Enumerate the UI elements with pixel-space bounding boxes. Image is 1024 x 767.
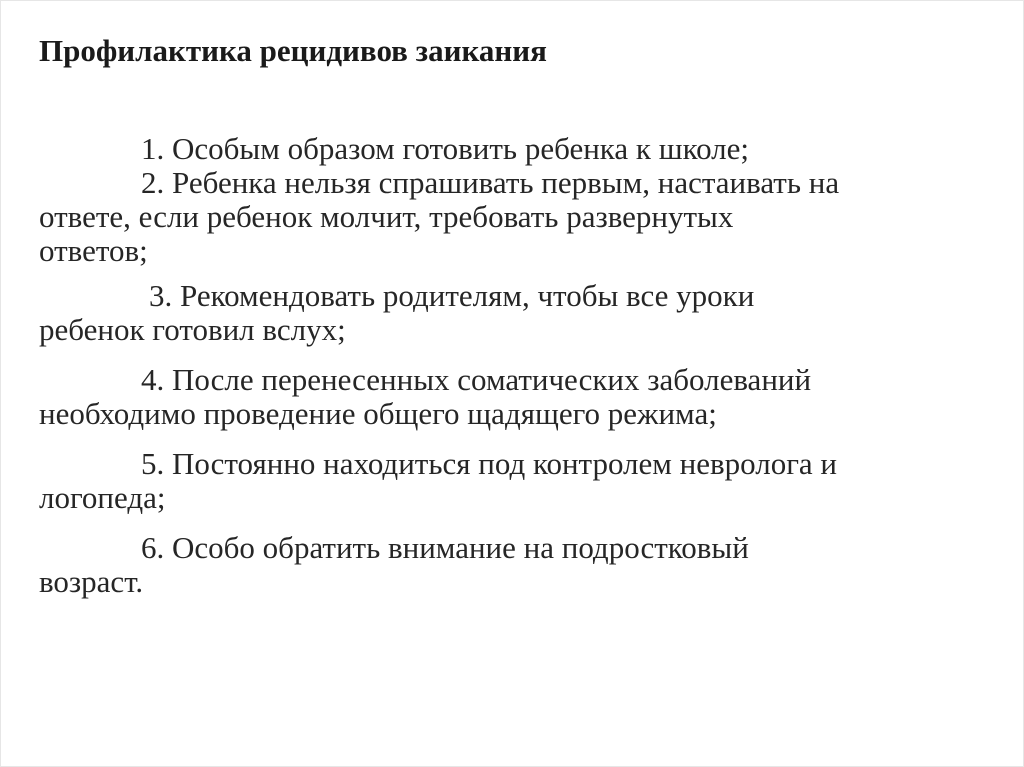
list-item [39,447,989,515]
list-item-line: 4. После перенесенных соматических заболеваний [141,362,812,397]
list-item-line: 2. Ребенка нельзя спрашивать первым, настаивать на [141,165,840,200]
list-item [39,132,989,166]
list-item-line: 1. Особым образом готовить ребенка к школе; [141,131,749,166]
slide-title: Профилактика рецидивов заикания [39,33,547,68]
list-item-line: ответов; [39,233,148,268]
list-item-line: логопеда; [39,480,166,515]
list-item [39,531,989,599]
list-item [39,279,989,347]
list-item-line: ребенок готовил вслух; [39,312,346,347]
list-item-line: 3. Рекомендовать родителям, чтобы все уроки [149,278,755,313]
list-item-line: 5. Постоянно находиться под контролем невролога и [141,446,838,481]
list-item [39,363,989,431]
list-item [39,166,989,268]
list-item-line: возраст. [39,564,144,599]
list-item-line: 6. Особо обратить внимание на подростковый [141,530,749,565]
list-item-line: ответе, если ребенок молчит, требовать развернутых [39,199,734,234]
slide-body [39,132,989,599]
list-item-line: необходимо проведение общего щадящего режима; [39,396,717,431]
